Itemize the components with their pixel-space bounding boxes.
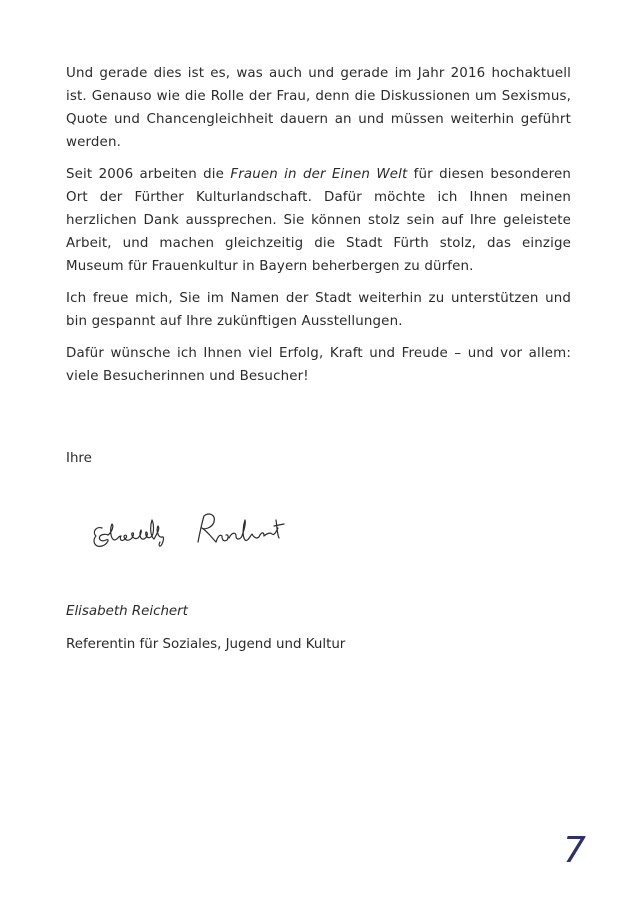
- page-number: 7: [563, 830, 586, 871]
- organization-name: Frauen in der Einen Welt: [230, 167, 408, 182]
- closing-greeting: Ihre: [66, 451, 92, 466]
- paragraph-4: Dafür wünsche ich Ihnen viel Erfolg, Kraft und Freude – und vor allem: viele Besucherinnen und Besucher!: [66, 346, 571, 384]
- paragraph-2: [66, 163, 571, 278]
- signer-name: Elisabeth Reichert: [66, 604, 188, 619]
- handwritten-signature: [88, 502, 298, 564]
- paragraph-2-suffix: für diesen besonderen Ort der Fürther Kulturlandschaft. Dafür möchte ich Ihnen meinen herzlichen Dank aussprechen. Sie können stolz sein auf Ihre geleistete Arbeit, und machen gleichzeitig die Stadt Fürth stolz, das einzige Museum für Frauenkultur in Bayern beherbergen zu dürfen.: [66, 167, 572, 274]
- paragraph-2-prefix: Seit 2006 arbeiten die: [66, 167, 231, 182]
- signer-role: Referentin für Soziales, Jugend und Kultur: [66, 637, 346, 652]
- paragraph-3: Ich freue mich, Sie im Namen der Stadt weiterhin zu unterstützen und bin gespannt auf Ihre zukünftigen Ausstellungen.: [66, 291, 571, 329]
- letter-body: [66, 62, 571, 397]
- paragraph-1: Und gerade dies ist es, was auch und gerade im Jahr 2016 hochaktuell ist. Genauso wie die Rolle der Frau, denn die Diskussionen um Sexismus, Quote und Chancengleichheit dauern an und müssen weiterhin geführt werden.: [66, 66, 571, 150]
